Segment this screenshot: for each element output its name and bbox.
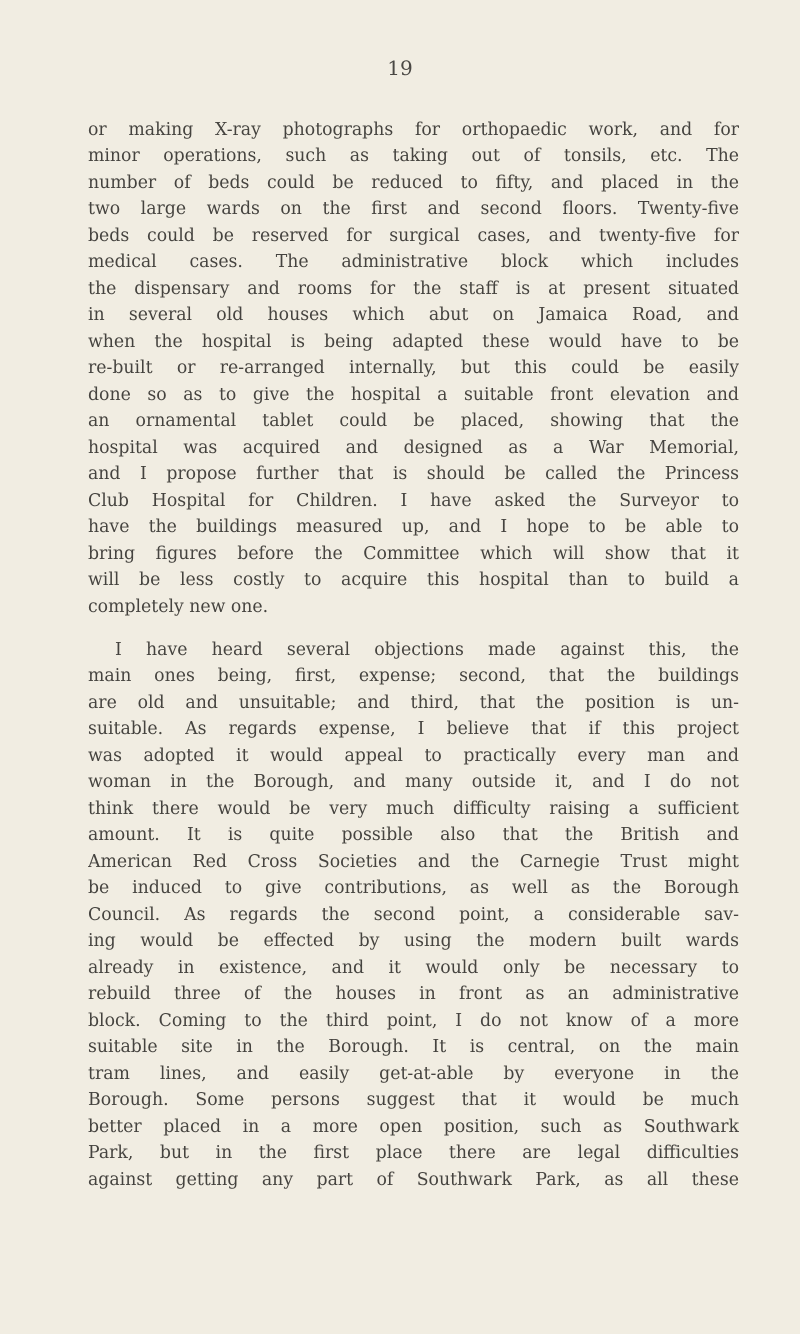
text-line: bring figures before the Committee which will show that it [88,544,739,564]
text-line: have the buildings measured up, and I hope to be able to [88,517,739,537]
text-line: Borough. Some persons suggest that it would be much [88,1090,739,1110]
text-line: already in existence, and it would only be necessary to [88,958,739,978]
text-line: will be less costly to acquire this hospital than to build a [88,570,739,590]
text-line: Council. As regards the second point, a considerable sav- [88,905,739,925]
text-line: American Red Cross Societies and the Carnegie Trust might [88,852,739,872]
text-line: when the hospital is being adapted these would have to be [88,332,739,352]
text-line: completely new one. [88,597,269,617]
text-line: beds could be reserved for surgical cases, and twenty-five for [88,226,739,246]
text-line: woman in the Borough, and many outside it, and I do not [88,772,739,792]
text-line: minor operations, such as taking out of tonsils, etc. The [88,146,739,166]
text-line: the dispensary and rooms for the staff is at present situated [88,279,739,299]
text-line: done so as to give the hospital a suitable front elevation and [88,385,739,405]
text-line: was adopted it would appeal to practically every man and [88,746,739,766]
text-line: Club Hospital for Children. I have asked the Surveyor to [88,491,739,511]
text-line: in several old houses which abut on Jamaica Road, and [88,305,739,325]
text-line: tram lines, and easily get-at-able by everyone in the [88,1064,739,1084]
text-line: suitable. As regards expense, I believe that if this project [88,719,739,739]
text-line: better placed in a more open position, such as Southwark [88,1117,739,1137]
text-line: main ones being, first, expense; second, that the buildings [88,666,739,686]
text-line: two large wards on the first and second floors. Twenty-five [88,199,739,219]
text-line: amount. It is quite possible also that the British and [88,825,739,845]
text-line: think there would be very much difficulty raising a sufficient [88,799,739,819]
text-line: block. Coming to the third point, I do not know of a more [88,1011,739,1031]
text-line: be induced to give contributions, as well as the Borough [88,878,739,898]
text-line: ing would be effected by using the modern built wards [88,931,739,951]
text-line: suitable site in the Borough. It is central, on the main [88,1037,739,1057]
text-line: re-built or re-arranged internally, but this could be easily [88,358,739,378]
text-line: an ornamental tablet could be placed, showing that the [88,411,739,431]
text-line: I have heard several objections made against this, the [115,640,739,660]
text-line: are old and unsuitable; and third, that the position is un- [88,693,739,713]
page-number: 19 [387,56,413,80]
text-line: rebuild three of the houses in front as an administrative [88,984,739,1004]
text-line: medical cases. The administrative block which includes [88,252,739,272]
text-line: and I propose further that is should be called the Princess [88,464,739,484]
text-line: Park, but in the first place there are legal difficulties [88,1143,739,1163]
text-line: number of beds could be reduced to fifty, and placed in the [88,173,739,193]
text-line: against getting any part of Southwark Park, as all these [88,1170,739,1190]
text-line: hospital was acquired and designed as a War Memorial, [88,438,739,458]
text-line: or making X-ray photographs for orthopaedic work, and for [88,120,739,140]
